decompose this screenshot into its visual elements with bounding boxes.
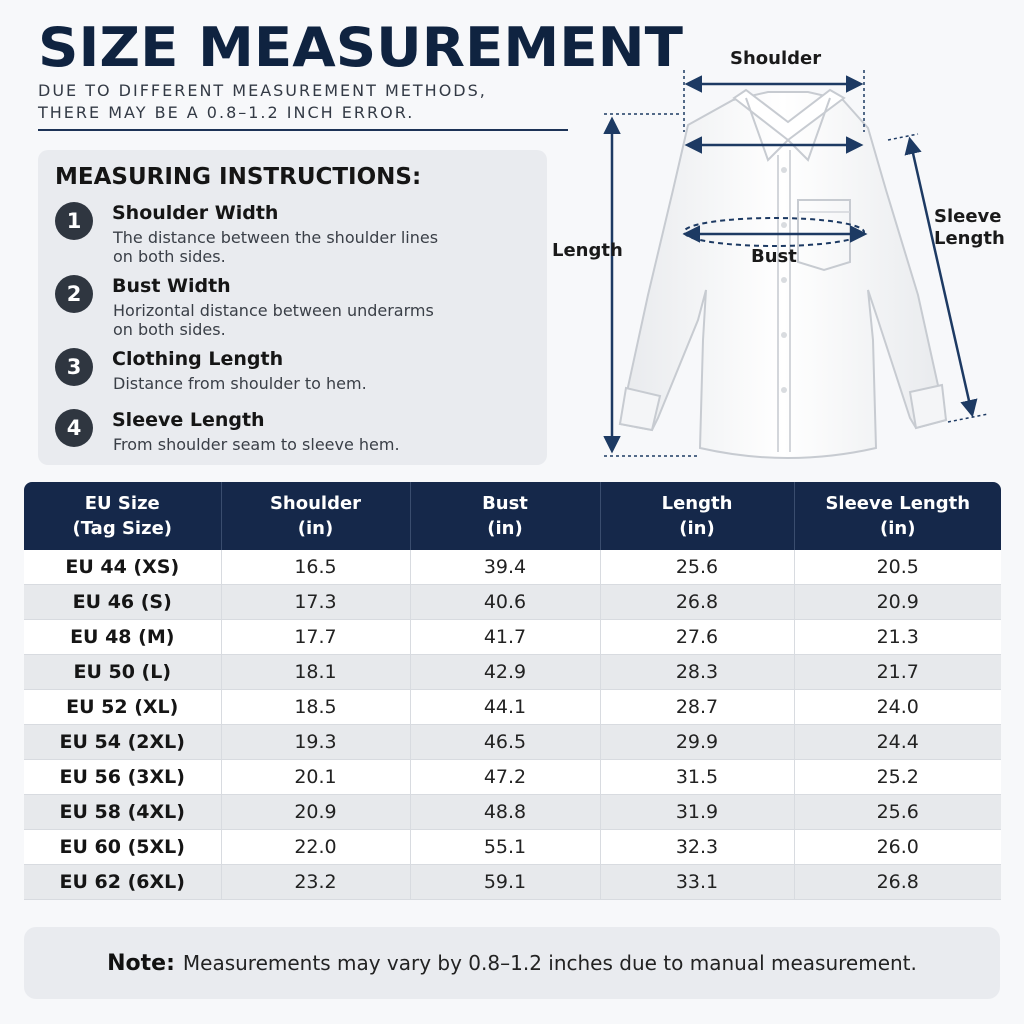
measurement-cell: 26.0 — [794, 830, 1001, 865]
column-header-text: EU Size — [84, 493, 160, 514]
table-row — [24, 760, 1001, 795]
measurement-cell: 55.1 — [410, 830, 600, 865]
column-header-text: (Tag Size) — [72, 518, 173, 539]
measurement-cell: 33.1 — [600, 865, 794, 900]
instructions-heading: MEASURING INSTRUCTIONS: — [55, 164, 422, 190]
table-row — [24, 865, 1001, 900]
measurement-cell: 17.7 — [221, 620, 410, 655]
column-header-text: (in) — [297, 518, 334, 539]
step-title: Sleeve Length — [112, 409, 265, 431]
step-number-badge: 3 — [55, 348, 93, 386]
measurement-cell: 28.3 — [600, 655, 794, 690]
step-description — [113, 374, 483, 393]
measurement-cell: 40.6 — [410, 585, 600, 620]
shirt-measurement-diagram — [548, 40, 1024, 470]
sleeve-label-line-1: Sleeve — [934, 206, 1002, 227]
measurement-cell: 23.2 — [221, 865, 410, 900]
table-row — [24, 725, 1001, 760]
measurement-cell: 29.9 — [600, 725, 794, 760]
step-desc-line: Horizontal distance between underarms — [113, 301, 434, 320]
measurement-cell: 20.9 — [221, 795, 410, 830]
instructions-panel — [38, 150, 547, 465]
column-header-eu-size — [24, 482, 221, 550]
column-header-text: (in) — [487, 518, 523, 539]
measurement-cell: 42.9 — [410, 655, 600, 690]
sleeve-length-label — [934, 206, 1005, 250]
table-row — [24, 795, 1001, 830]
sleeve-label-line-2: Length — [934, 228, 1005, 249]
step-title: Shoulder Width — [112, 202, 279, 224]
step-number-badge: 4 — [55, 409, 93, 447]
table-row — [24, 655, 1001, 690]
measurement-cell: 24.0 — [794, 690, 1001, 725]
measurement-cell: 19.3 — [221, 725, 410, 760]
step-title: Bust Width — [112, 275, 231, 297]
column-header-text: (in) — [679, 518, 715, 539]
size-label-cell: EU 62 (6XL) — [24, 865, 221, 900]
measurement-cell: 25.6 — [794, 795, 1001, 830]
measurement-cell: 17.3 — [221, 585, 410, 620]
table-header-row — [24, 482, 1001, 550]
table-row — [24, 830, 1001, 865]
size-label-cell: EU 52 (XL) — [24, 690, 221, 725]
column-header-text: Shoulder — [269, 493, 362, 514]
step-number-badge: 2 — [55, 275, 93, 313]
measurement-cell: 48.8 — [410, 795, 600, 830]
size-chart-table — [24, 482, 1001, 900]
measurement-cell: 21.3 — [794, 620, 1001, 655]
measurement-cell: 18.5 — [221, 690, 410, 725]
table-row — [24, 620, 1001, 655]
measurement-cell: 25.6 — [600, 550, 794, 585]
table-row — [24, 550, 1001, 585]
measurement-cell: 24.4 — [794, 725, 1001, 760]
measurement-cell: 39.4 — [410, 550, 600, 585]
step-description — [113, 435, 483, 454]
disclaimer-line-2: THERE MAY BE A 0.8–1.2 INCH ERROR. — [38, 103, 415, 122]
size-label-cell: EU 44 (XS) — [24, 550, 221, 585]
length-label: Length — [552, 240, 623, 261]
measurement-cell: 26.8 — [600, 585, 794, 620]
step-description — [113, 228, 483, 266]
measurement-cell: 16.5 — [221, 550, 410, 585]
measurement-cell: 20.5 — [794, 550, 1001, 585]
page-title: SIZE MEASUREMENT — [38, 16, 683, 79]
note-label: Note: — [107, 950, 175, 976]
size-label-cell: EU 46 (S) — [24, 585, 221, 620]
size-label-cell: EU 60 (5XL) — [24, 830, 221, 865]
size-label-cell: EU 56 (3XL) — [24, 760, 221, 795]
step-desc-line: The distance between the shoulder lines — [113, 228, 439, 247]
column-header-sleeve-length — [794, 482, 1001, 550]
measurement-disclaimer — [38, 80, 487, 124]
column-header-text: Bust — [482, 493, 528, 514]
measurement-cell: 20.9 — [794, 585, 1001, 620]
measurement-cell: 28.7 — [600, 690, 794, 725]
measurement-cell: 26.8 — [794, 865, 1001, 900]
step-desc-line: Distance from shoulder to hem. — [113, 374, 367, 393]
measurement-cell: 31.9 — [600, 795, 794, 830]
size-label-cell: EU 54 (2XL) — [24, 725, 221, 760]
step-number-badge: 1 — [55, 202, 93, 240]
measurement-cell: 27.6 — [600, 620, 794, 655]
measurement-cell: 31.5 — [600, 760, 794, 795]
note-panel — [24, 927, 1000, 999]
note-text: Measurements may vary by 0.8–1.2 inches due to manual measurement. — [182, 951, 917, 975]
table-row — [24, 585, 1001, 620]
measurement-cell: 21.7 — [794, 655, 1001, 690]
column-header-bust — [410, 482, 600, 550]
step-desc-line: From shoulder seam to sleeve hem. — [113, 435, 400, 454]
column-header-text: Sleeve Length — [825, 493, 971, 514]
measurement-cell: 44.1 — [410, 690, 600, 725]
column-header-length — [600, 482, 794, 550]
disclaimer-line-1: DUE TO DIFFERENT MEASUREMENT METHODS, — [38, 81, 487, 100]
measurement-cell: 18.1 — [221, 655, 410, 690]
title-divider — [38, 129, 568, 131]
measurement-cell: 47.2 — [410, 760, 600, 795]
measurement-cell: 25.2 — [794, 760, 1001, 795]
measurement-cell: 46.5 — [410, 725, 600, 760]
step-desc-line: on both sides. — [113, 320, 226, 339]
step-desc-line: on both sides. — [113, 247, 226, 266]
column-header-text: (in) — [880, 518, 916, 539]
column-header-text: Length — [661, 493, 733, 514]
measurement-cell: 20.1 — [221, 760, 410, 795]
step-description — [113, 301, 483, 339]
column-header-shoulder — [221, 482, 410, 550]
size-label-cell: EU 58 (4XL) — [24, 795, 221, 830]
shoulder-label: Shoulder — [730, 48, 822, 69]
measurement-cell: 32.3 — [600, 830, 794, 865]
measurement-cell: 59.1 — [410, 865, 600, 900]
step-title: Clothing Length — [112, 348, 284, 370]
size-label-cell: EU 50 (L) — [24, 655, 221, 690]
bust-label: Bust — [751, 246, 797, 267]
table-row — [24, 690, 1001, 725]
size-label-cell: EU 48 (M) — [24, 620, 221, 655]
measurement-cell: 41.7 — [410, 620, 600, 655]
measurement-cell: 22.0 — [221, 830, 410, 865]
